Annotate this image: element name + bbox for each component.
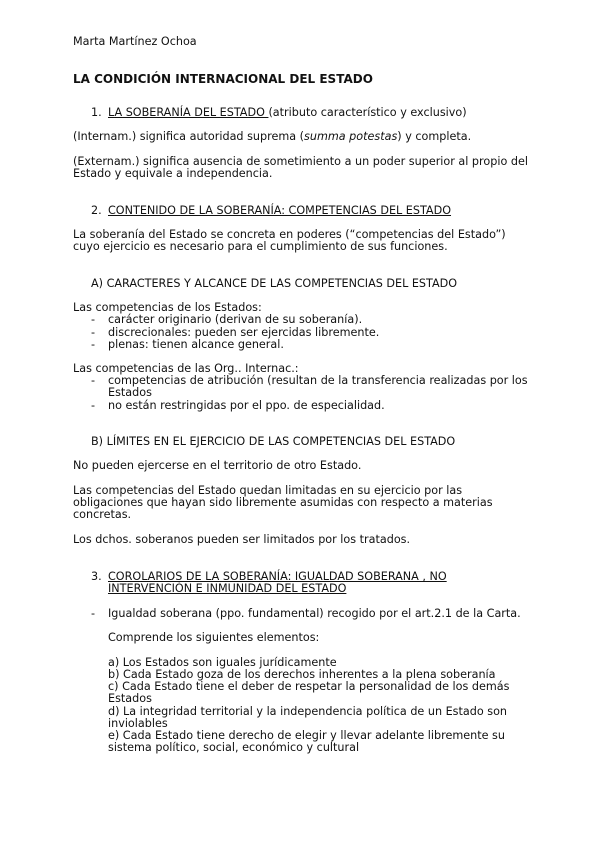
section-b-heading: B) LÍMITES EN EL EJERCICIO DE LAS COMPETENCIAS DEL ESTADO bbox=[91, 435, 456, 448]
section-a-heading: A) CARACTERES Y ALCANCE DE LAS COMPETENCIAS DEL ESTADO bbox=[91, 277, 458, 290]
list-dash: - bbox=[91, 607, 96, 620]
section-1-paragraph-2-line-1: (Externam.) significa ausencia de sometimiento a un poder superior al propio del bbox=[73, 155, 528, 168]
section-1-heading-tail: (atributo característico y exclusivo) bbox=[268, 106, 467, 119]
list-dash: - bbox=[91, 374, 96, 387]
section-3-heading-line-1: COROLARIOS DE LA SOBERANÍA: IGUALDAD SOBERANA , NO bbox=[108, 570, 447, 583]
p1-text-b: ) y completa. bbox=[397, 130, 472, 143]
list-dash: - bbox=[91, 326, 96, 339]
section-3-number: 3. bbox=[91, 570, 102, 583]
section-3-element-line: b) Cada Estado goza de los derechos inherentes a la plena soberanía bbox=[108, 668, 496, 681]
section-3-item: Igualdad soberana (ppo. fundamental) recogido por el art.2.1 de la Carta. bbox=[108, 607, 521, 620]
section-a-list-1-item: carácter originario (derivan de su soberanía). bbox=[108, 313, 363, 326]
section-1-paragraph-2-line-2: Estado y equivale a independencia. bbox=[73, 167, 273, 180]
list-dash: - bbox=[91, 313, 96, 326]
section-b-paragraph-2-line-1: Las competencias del Estado quedan limitadas en su ejercicio por las bbox=[73, 484, 463, 497]
section-1-paragraph-1 bbox=[73, 131, 471, 144]
p1-text-italic: summa potestas bbox=[304, 130, 398, 143]
section-a-list-2-intro: Las competencias de las Org.. Internac.: bbox=[73, 362, 299, 375]
section-2-paragraph-line-2: cuyo ejercicio es necesario para el cumplimiento de sus funciones. bbox=[73, 240, 448, 253]
section-b-paragraph-2-line-3: concretas. bbox=[73, 508, 132, 521]
section-2-paragraph-line-1: La soberanía del Estado se concreta en poderes (“competencias del Estado”) bbox=[73, 228, 506, 241]
section-a-list-2-item-1-line-2: Estados bbox=[108, 386, 152, 399]
section-b-paragraph-2-line-2: obligaciones que hayan sido libremente asumidas con respecto a materias bbox=[73, 496, 493, 509]
section-3-element-line: inviolables bbox=[108, 717, 168, 730]
section-a-list-1-item: plenas: tienen alcance general. bbox=[108, 338, 284, 351]
section-3-element-line: Estados bbox=[108, 692, 152, 705]
section-1-number: 1. bbox=[91, 106, 102, 119]
document-title: LA CONDICIÓN INTERNACIONAL DEL ESTADO bbox=[73, 72, 373, 86]
section-1-heading-underlined: LA SOBERANÍA DEL ESTADO bbox=[108, 106, 269, 119]
section-1-heading bbox=[108, 107, 467, 120]
section-a-list-1-item: discrecionales: pueden ser ejercidas libremente. bbox=[108, 326, 380, 339]
section-3-element-line: e) Cada Estado tiene derecho de elegir y llevar adelante libremente su bbox=[108, 729, 505, 742]
section-a-list-2-item-2: no están restringidas por el ppo. de especialidad. bbox=[108, 399, 385, 412]
section-3-heading-line-2: INTERVENCIÓN E INMUNIDAD DEL ESTADO bbox=[108, 582, 347, 595]
section-3-element-line: c) Cada Estado tiene el deber de respetar la personalidad de los demás bbox=[108, 680, 510, 693]
section-3-element-line: a) Los Estados son iguales jurídicamente bbox=[108, 656, 337, 669]
section-2-heading: CONTENIDO DE LA SOBERANÍA: COMPETENCIAS DEL ESTADO bbox=[108, 204, 452, 217]
p1-text-a: (Internam.) significa autoridad suprema ( bbox=[73, 130, 305, 143]
section-b-paragraph-3: Los dchos. soberanos pueden ser limitados por los tratados. bbox=[73, 533, 411, 546]
list-dash: - bbox=[91, 338, 96, 351]
section-3-elements-intro: Comprende los siguientes elementos: bbox=[108, 631, 320, 644]
section-2-number: 2. bbox=[91, 204, 102, 217]
list-dash: - bbox=[91, 399, 96, 412]
author-header: Marta Martínez Ochoa bbox=[73, 35, 197, 48]
section-3-element-line: d) La integridad territorial y la independencia política de un Estado son bbox=[108, 705, 508, 718]
section-a-list-1-intro: Las competencias de los Estados: bbox=[73, 301, 262, 314]
section-a-list-2-item-1-line-1: competencias de atribución (resultan de la transferencia realizadas por los bbox=[108, 374, 528, 387]
section-b-paragraph-1: No pueden ejercerse en el territorio de otro Estado. bbox=[73, 459, 362, 472]
section-3-element-line: sistema político, social, económico y cultural bbox=[108, 741, 360, 754]
